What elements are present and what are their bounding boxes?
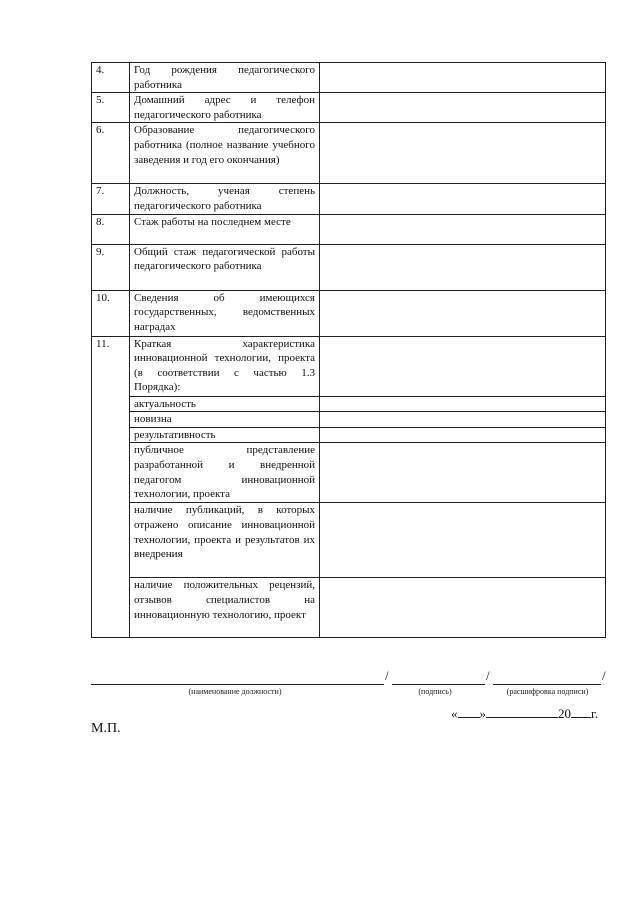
row-number: 6.	[92, 123, 130, 184]
row-label: Общий стаж педагогической работы педагогического работника	[130, 244, 320, 290]
sub-row-value-field[interactable]	[320, 578, 606, 638]
year-suffix: г.	[591, 706, 599, 721]
row-value-field[interactable]	[320, 184, 606, 214]
decoding-caption: (расшифровка подписи)	[506, 687, 589, 696]
row-value-field[interactable]	[320, 123, 606, 184]
sub-row-label: публичное представление разработанной и внедренной педагогом инновационной технологии, проекта	[130, 443, 320, 503]
row-number: 7.	[92, 184, 130, 214]
table-row	[92, 214, 606, 244]
table-row	[92, 503, 606, 578]
row-label: Образование педагогического работника (полное название учебного заведения и год его окончания)	[130, 123, 320, 184]
signature-slash: /	[486, 668, 490, 683]
table-row	[92, 93, 606, 123]
month-field[interactable]	[486, 705, 558, 718]
table-row	[92, 396, 606, 412]
sub-row-label: наличие положительных рецензий, отзывов специалистов на инновационную технологию, проект	[130, 578, 320, 638]
sub-row-value-field[interactable]	[320, 503, 606, 578]
date-close-quote: »	[479, 706, 486, 721]
signature-line[interactable]	[392, 684, 485, 685]
table-row	[92, 244, 606, 290]
sub-row-value-field[interactable]	[320, 396, 606, 412]
sub-row-label: новизна	[130, 412, 320, 428]
year-prefix: 20	[558, 706, 571, 721]
signature-caption: (подпись)	[418, 687, 452, 696]
row-label: Должность, ученая степень педагогического работника	[130, 184, 320, 214]
row-value-field[interactable]	[320, 290, 606, 336]
row-number: 4.	[92, 63, 130, 93]
row-value-field[interactable]	[320, 63, 606, 93]
stamp-place-label: М.П.	[91, 721, 121, 736]
position-caption: (наименование должности)	[188, 687, 282, 696]
sub-row-label: актуальность	[130, 396, 320, 412]
sub-row-label: результативность	[130, 427, 320, 443]
table-row	[92, 412, 606, 428]
sub-row-label: наличие публикаций, в которых отражено описание инновационной технологии, проекта и результатов их внедрения	[130, 503, 320, 578]
row-value-field[interactable]	[320, 336, 606, 396]
position-line[interactable]	[91, 684, 384, 685]
row-number: 11.	[92, 336, 130, 638]
row-number: 10.	[92, 290, 130, 336]
table-row	[92, 63, 606, 93]
row-label: Сведения об имеющихся государственных, ведомственных наградах	[130, 290, 320, 336]
row-label: Стаж работы на последнем месте	[130, 214, 320, 244]
table-row	[92, 427, 606, 443]
row-number: 8.	[92, 214, 130, 244]
row-label: Домашний адрес и телефон педагогического работника	[130, 93, 320, 123]
day-field[interactable]	[458, 705, 480, 718]
table-row	[92, 443, 606, 503]
row-label: Краткая характеристика инновационной технологии, проекта (в соответствии с частью 1.3 Порядка):	[130, 336, 320, 396]
signature-decoding-line[interactable]	[493, 684, 601, 685]
sub-row-value-field[interactable]	[320, 412, 606, 428]
row-label: Год рождения педагогического работника	[130, 63, 320, 93]
table-row	[92, 123, 606, 184]
signature-slash: /	[602, 668, 606, 683]
table-row	[92, 336, 606, 396]
row-number: 9.	[92, 244, 130, 290]
date-open-quote: «	[451, 706, 458, 721]
row-value-field[interactable]	[320, 244, 606, 290]
sub-row-value-field[interactable]	[320, 443, 606, 503]
year-field[interactable]	[571, 705, 591, 718]
row-value-field[interactable]	[320, 93, 606, 123]
table-row	[92, 578, 606, 638]
table-row	[92, 290, 606, 336]
row-value-field[interactable]	[320, 214, 606, 244]
application-form-table	[91, 62, 606, 638]
signature-slash: /	[385, 668, 389, 683]
sub-row-value-field[interactable]	[320, 427, 606, 443]
date-line	[451, 705, 598, 722]
row-number: 5.	[92, 93, 130, 123]
table-row	[92, 184, 606, 214]
